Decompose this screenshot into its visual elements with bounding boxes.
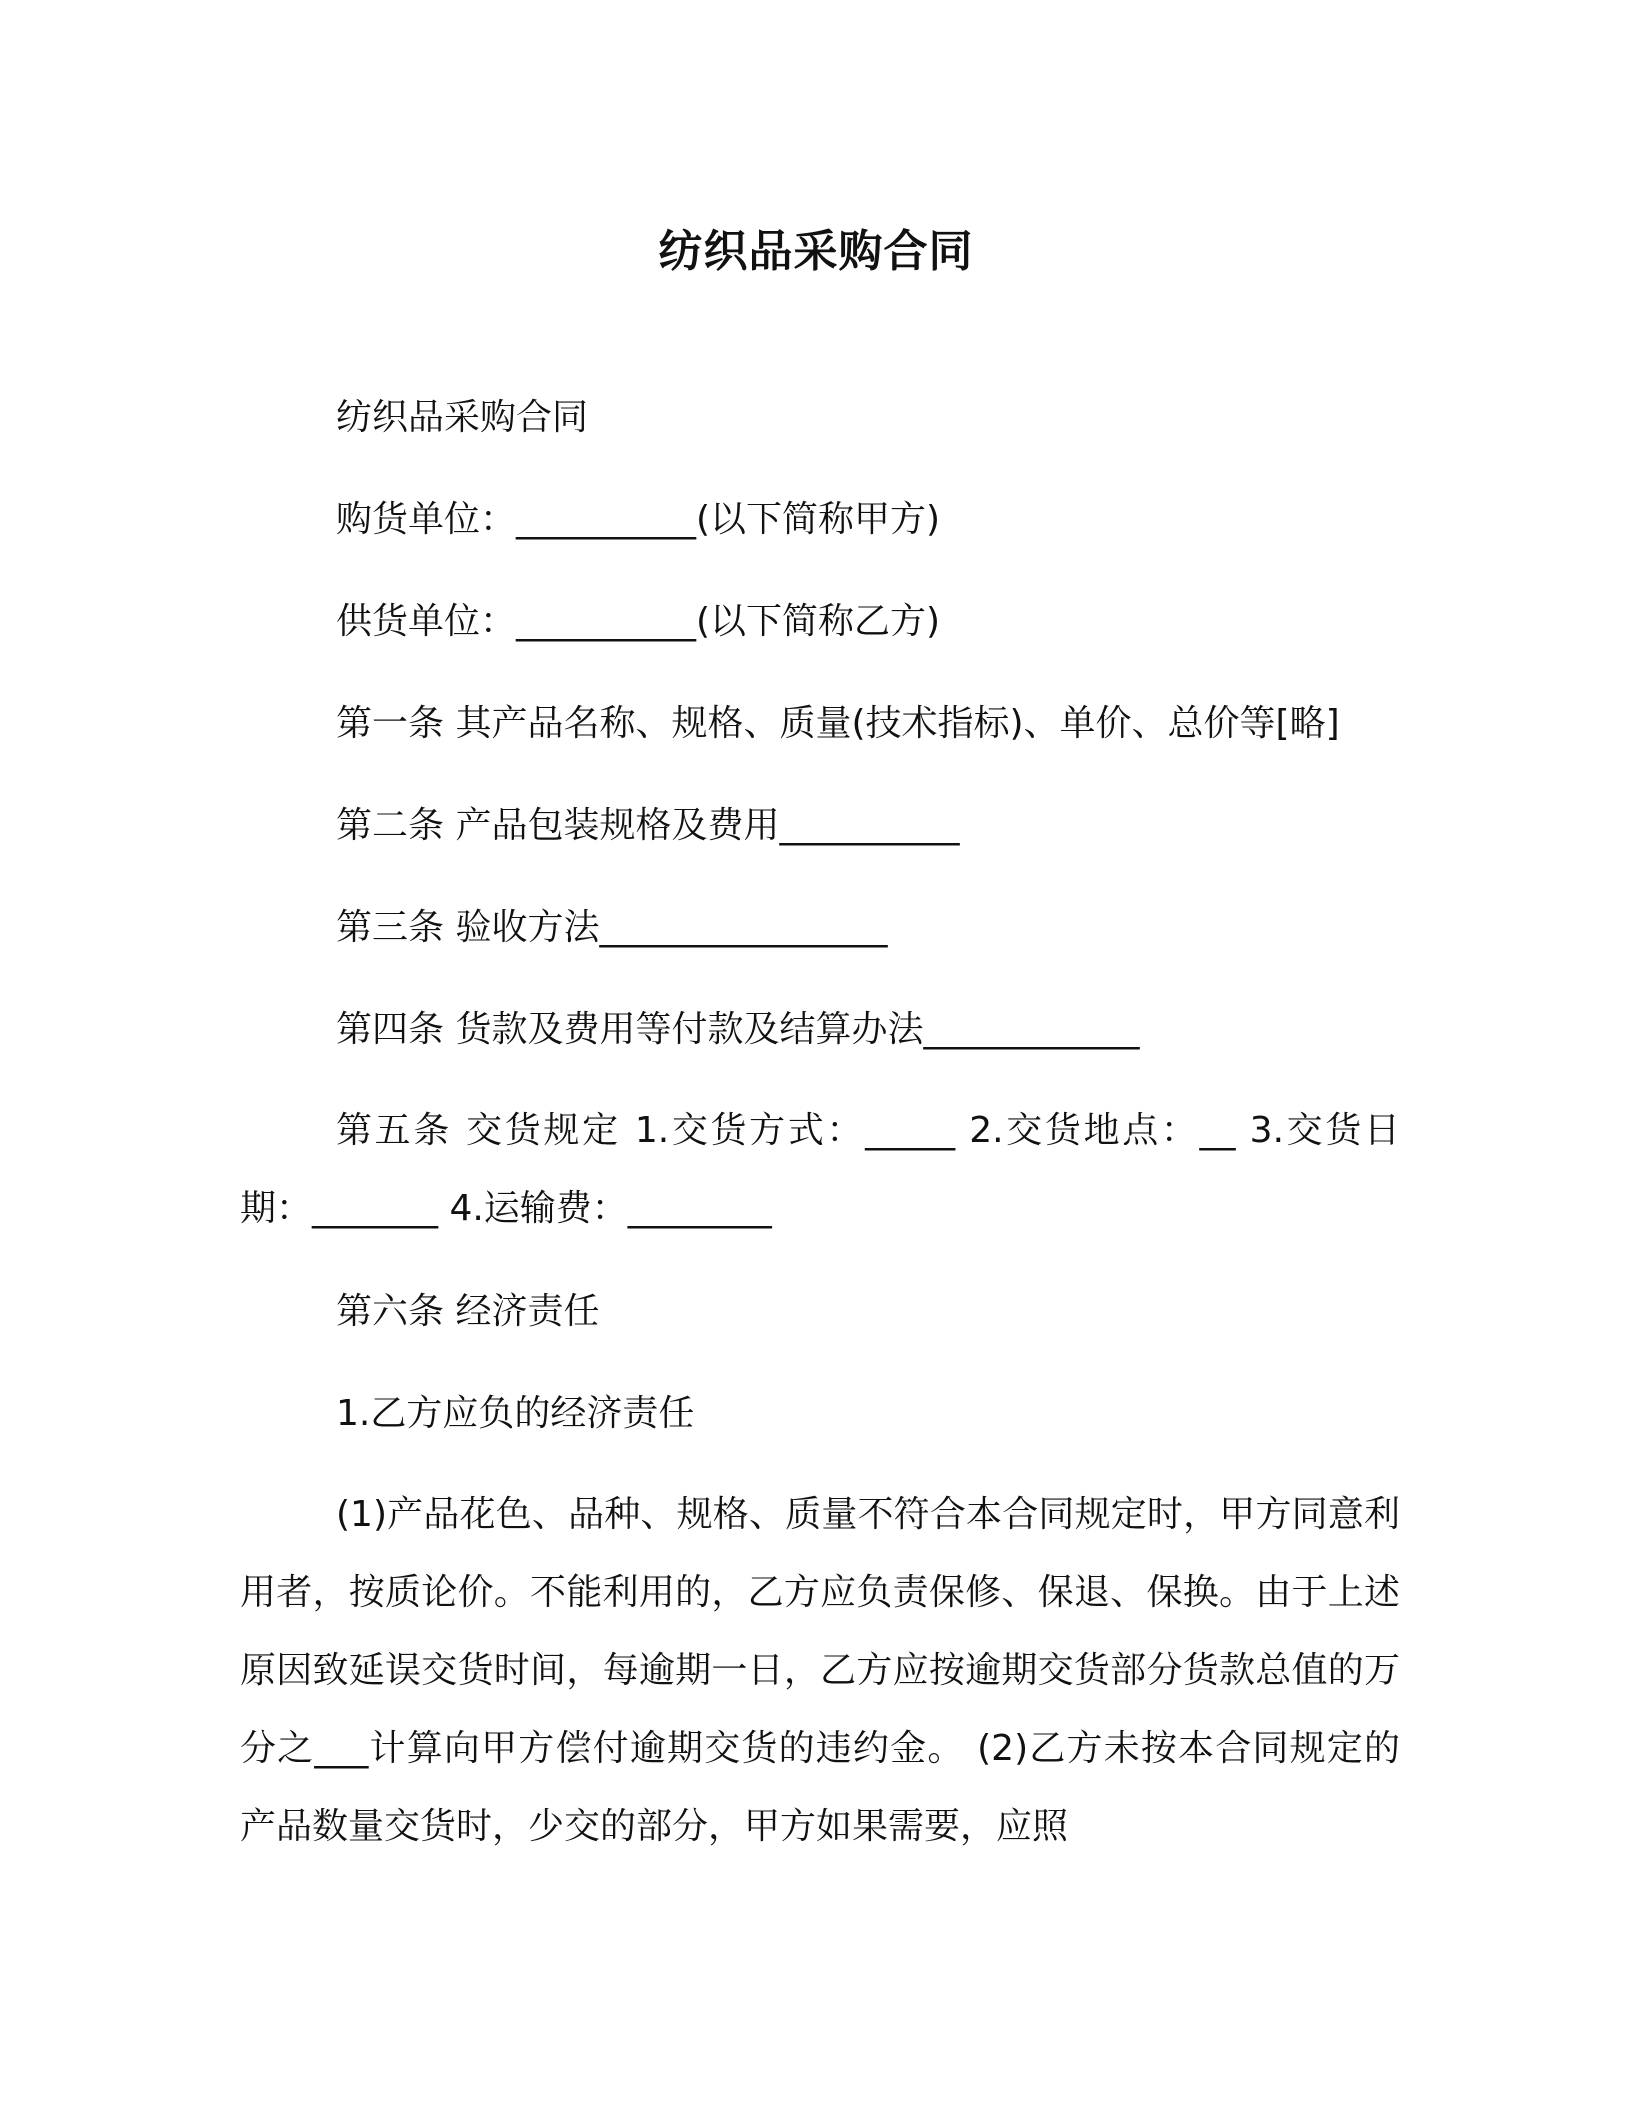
paragraph-supplier: 供货单位：__________(以下简称乙方) (336, 601, 941, 642)
paragraph-article-2: 第二条 产品包装规格及费用__________ (336, 805, 960, 846)
paragraph-article-6: 第六条 经济责任 (336, 1291, 600, 1332)
paragraph-buyer: 购货单位：__________(以下简称甲方) (336, 499, 941, 540)
paragraph-article-5: 第五条 交货规定 1.交货方式：_____ 2.交货地点：__ 3.交货日期：_______ 4.运输费：________ (240, 1110, 1400, 1229)
paragraph-section-1: 1.乙方应负的经济责任 (336, 1393, 695, 1434)
paragraph-contract-name: 纺织品采购合同 (336, 397, 589, 438)
paragraph-article-1: 第一条 其产品名称、规格、质量(技术指标)、单价、总价等[略] (336, 703, 1340, 744)
paragraph-clause-1: (1)产品花色、品种、规格、质量不符合本合同规定时，甲方同意利用者，按质论价。不能利用的，乙方应负责保修、保退、保换。由于上述原因致延误交货时间，每逾期一日，乙方应按逾期交货部分货款总值的万分之___计算向甲方偿付逾期交货的违约金。 (2)乙方未按本合同规定的产品数量交货时，少交的部分，甲方如果需要，应照 (240, 1494, 1400, 1847)
paragraph-article-4: 第四条 货款及费用等付款及结算办法____________ (336, 1009, 1140, 1050)
document-title: 纺织品采购合同 (658, 226, 974, 277)
paragraph-article-3: 第三条 验收方法________________ (336, 907, 888, 948)
